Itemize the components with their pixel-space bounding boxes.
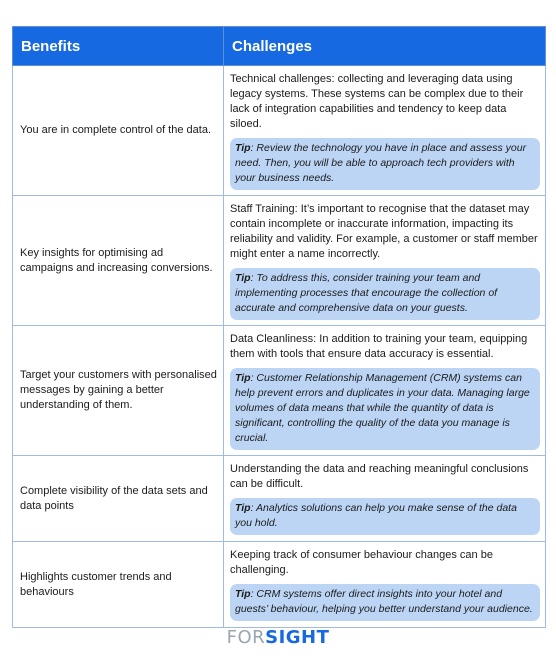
benefit-cell: Complete visibility of the data sets and data points: [13, 456, 224, 542]
tip-box: [230, 268, 540, 320]
benefit-cell: Highlights customer trends and behaviours: [13, 542, 224, 628]
challenge-cell: [224, 456, 546, 542]
benefits-challenges-table: [12, 26, 546, 628]
tip-box: [230, 584, 540, 621]
table-header-row: [13, 27, 546, 66]
tip-label: Tip: [235, 142, 251, 154]
benefit-cell: You are in complete control of the data.: [13, 66, 224, 196]
table-row: [13, 542, 546, 628]
tip-text: : Analytics solutions can help you make sense of the data you hold.: [235, 502, 517, 529]
benefit-cell: Target your customers with personalised messages by gaining a better understanding of them.: [13, 326, 224, 456]
table-row: [13, 196, 546, 326]
tip-label: Tip: [235, 502, 251, 514]
tip-box: [230, 498, 540, 535]
tip-text: : To address this, consider training your team and implementing processes that encourage the collection of accurate and comprehensive data on your guests.: [235, 272, 498, 314]
tip-box: [230, 138, 540, 190]
forsight-logo: [0, 627, 556, 648]
tip-text: : CRM systems offer direct insights into your hotel and guests’ behaviour, helping you better understand your audience.: [235, 588, 533, 615]
table-row: [13, 456, 546, 542]
challenge-text: Technical challenges: collecting and leveraging data using legacy systems. These systems can be complex due to their lack of integration capabilities and tendency to keep data siloed.: [230, 73, 524, 130]
tip-label: Tip: [235, 372, 251, 384]
table-row: [13, 326, 546, 456]
logo-part-for: FOR: [226, 627, 266, 648]
table-row: [13, 66, 546, 196]
tip-label: Tip: [235, 588, 251, 600]
tip-text: : Customer Relationship Management (CRM) systems can help prevent errors and duplicates in your data. Managing large volumes of data means that while the quantity of data is significant, controlling the quality of the data you manage is crucial.: [235, 372, 530, 444]
challenge-cell: [224, 542, 546, 628]
tip-box: [230, 368, 540, 450]
logo-part-sight: SIGHT: [265, 627, 330, 648]
challenge-text: Data Cleanliness: In addition to training your team, equipping them with tools that ensure data accuracy is essential.: [230, 333, 528, 360]
challenge-cell: [224, 66, 546, 196]
challenge-text: Keeping track of consumer behaviour changes can be challenging.: [230, 549, 493, 576]
benefits-header: Benefits: [13, 27, 224, 66]
challenge-cell: [224, 326, 546, 456]
tip-label: Tip: [235, 272, 251, 284]
challenge-text: Staff Training: It’s important to recognise that the dataset may contain incomplete or inaccurate information, impacting its reliability and validity. For example, a customer or staff member might enter a name incorrectly.: [230, 203, 538, 260]
benefit-cell: Key insights for optimising ad campaigns and increasing conversions.: [13, 196, 224, 326]
tip-text: : Review the technology you have in place and assess your need. Then, you will be able to approach tech providers with your business needs.: [235, 142, 527, 184]
challenge-cell: [224, 196, 546, 326]
challenges-header: Challenges: [224, 27, 546, 66]
challenge-text: Understanding the data and reaching meaningful conclusions can be difficult.: [230, 463, 529, 490]
